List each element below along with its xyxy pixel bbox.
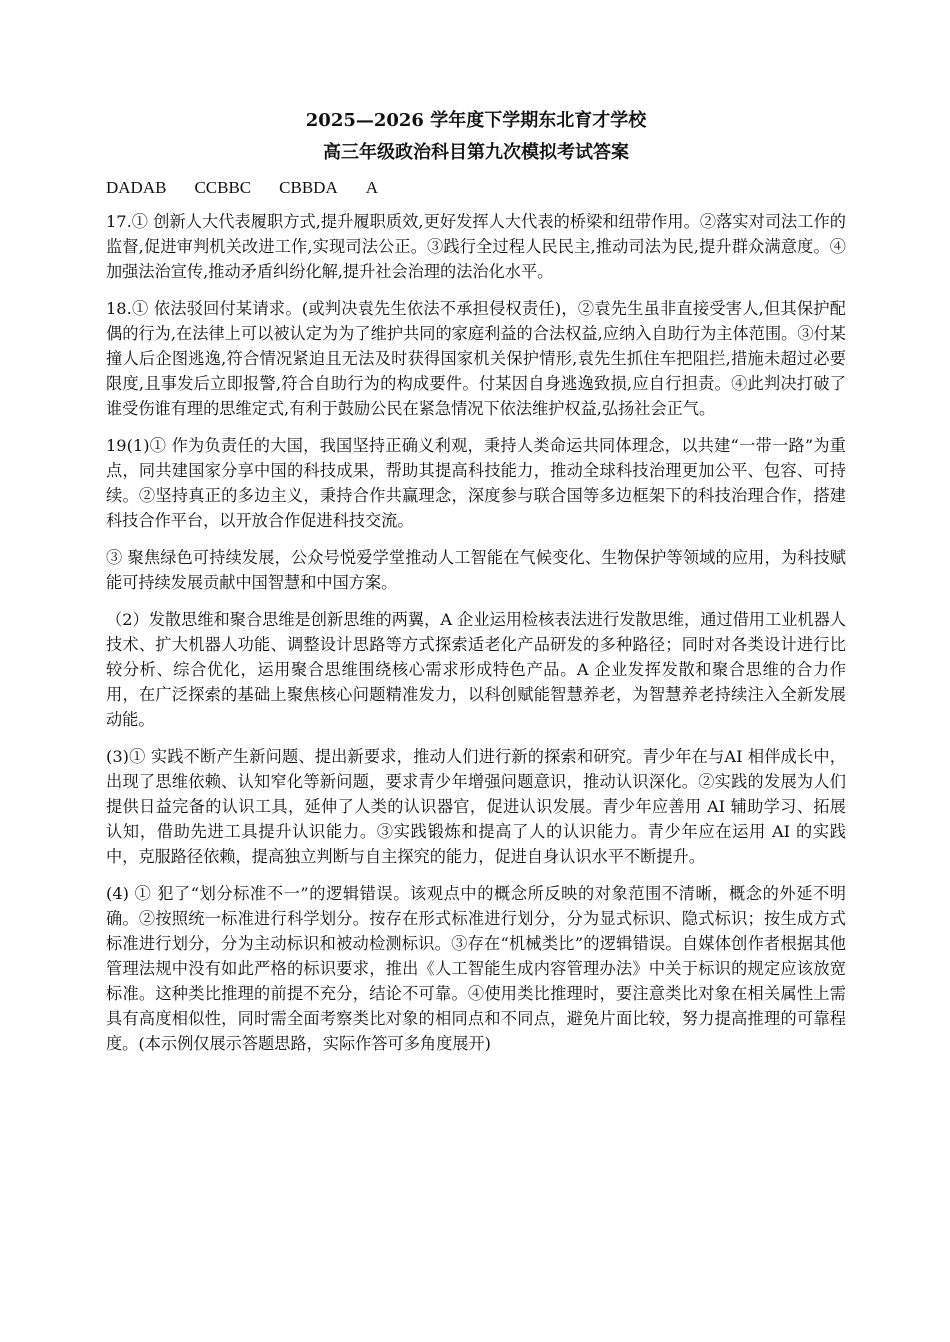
choice-answer-group: CCBBC xyxy=(194,178,252,197)
answer-q19-1-point3: ③ 聚焦绿色可持续发展，公众号悦爱学堂推动人工智能在气候变化、生物保护等领域的应用，为科技赋能可持续发展贡献中国智慧和中国方案。 xyxy=(106,548,846,592)
choice-answer-group: A xyxy=(365,178,379,197)
answer-q17: 17.① 创新人大代表履职方式,提升履职质效,更好发挥人大代表的桥梁和纽带作用。②落实对司法工作的监督,促进审判机关改进工作,实现司法公正。③践行全过程人民民主,推动司法为民,提升群众满意度。④加强法治宣传,推动矛盾纠纷化解,提升社会治理的法治化水平。 xyxy=(106,212,846,281)
answer-q19-1: 19(1)① 作为负责任的大国，我国坚持正确义利观，秉持人类命运共同体理念，以共建“一带一路”为重点，同共建国家分享中国的科技成果，帮助其提高科技能力，推动全球科技治理更加公平、包容、可持续。②坚持真正的多边主义，秉持合作共赢理念，深度参与联合国等多边框架下的科技治理合作，搭建科技合作平台，以开放合作促进科技交流。 xyxy=(106,436,846,530)
choice-answers-row xyxy=(106,176,846,200)
answer-q19-3: (3)① 实践不断产生新问题、提出新要求，推动人们进行新的探索和研究。青少年在与AI 相伴成长中，出现了思维依赖、认知窄化等新问题，要求青少年增强问题意识，推动认识深化。②实践的发展为人们提供日益完备的认识工具，延伸了人类的认识器官，促进认识发展。青少年应善用 AI 辅助学习、拓展认知，借助先进工具提升认识能力。③实践锻炼和提高了人的认识能力。青少年应在运用 AI 的实践中，克服路径依赖，提高独立判断与自主探究的能力，促进自身认识水平不断提升。 xyxy=(106,747,846,866)
document-title: 2025—2026 学年度下学期东北育才学校 xyxy=(305,110,647,131)
choice-answer-group: CBBDA xyxy=(279,178,338,197)
answer-q19-2: （2）发散思维和聚合思维是创新思维的两翼，A 企业运用检核表法进行发散思维，通过借用工业机器人技术、扩大机器人功能、调整设计思路等方式探索适老化产品研发的多种路径；同时对各类设计进行比较分析、综合优化，运用聚合思维围绕核心需求形成特色产品。A 企业发挥发散和聚合思维的合力作用，在广泛探索的基础上聚焦核心问题精准发力，以科创赋能智慧养老，为智慧养老持续注入全新发展动能。 xyxy=(106,610,846,729)
choice-answer-group: DADAB xyxy=(106,178,167,197)
answer-sheet-page xyxy=(106,108,846,1056)
answer-q18: 18.① 依法驳回付某请求。(或判决袁先生依法不承担侵权责任)，②袁先生虽非直接受害人,但其保护配偶的行为,在法律上可以被认定为为了维护共同的家庭利益的合法权益,应纳入自助行为主体范围。③付某撞人后企图逃逸,符合情况紧迫且无法及时获得国家机关保护情形,袁先生抓住车把阻拦,措施未超过必要限度,且事发后立即报警,符合自助行为的构成要件。付某因自身逃逸致损,应自行担责。④此判决打破了谁受伤谁有理的思维定式,有利于鼓励公民在紧急情况下依法维护权益,弘扬社会正气。 xyxy=(106,299,846,418)
document-subtitle: 高三年级政治科目第九次模拟考试答案 xyxy=(323,142,629,163)
answer-q19-4: (4) ① 犯了“划分标准不一”的逻辑错误。该观点中的概念所反映的对象范围不清晰，概念的外延不明确。②按照统一标准进行科学划分。按存在形式标准进行划分，分为显式标识、隐式标识；按生成方式标准进行划分，分为主动标识和被动检测标识。③存在“机械类比”的逻辑错误。自媒体创作者根据其他管理法规中没有如此严格的标识要求，推出《人工智能生成内容管理办法》中关于标识的规定应该放宽标准。这种类比推理的前提不充分，结论不可靠。④使用类比推理时，要注意类比对象在相关属性上需具有高度相似性，同时需全面考察类比对象的相同点和不同点，避免片面比较，努力提高推理的可靠程度。(本示例仅展示答题思路，实际作答可多角度展开) xyxy=(106,884,846,1053)
